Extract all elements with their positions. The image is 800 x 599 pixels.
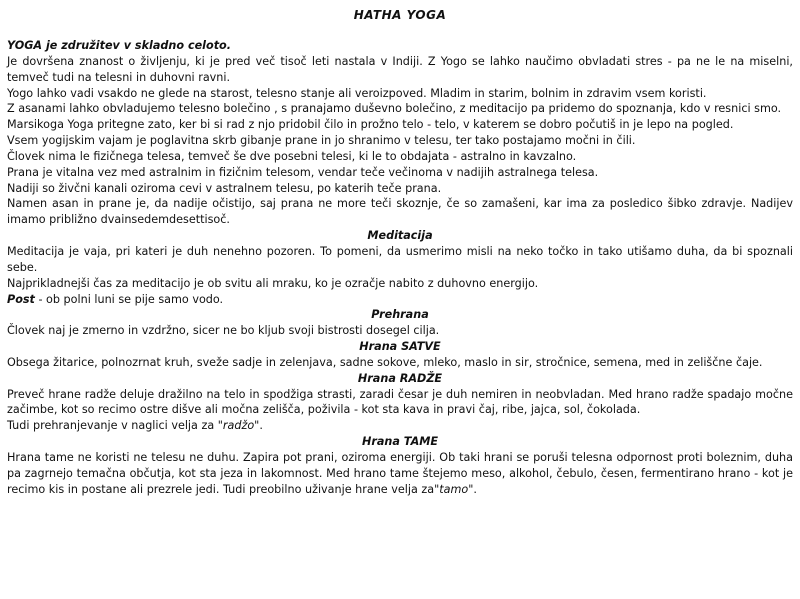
fast-text: - ob polni luni se pije samo vodo. [34,292,224,306]
fast-label: Post [7,292,35,306]
intro-paragraph: Človek nima le fizičnega telesa, temveč še dve posebni telesi, ki le to obdajata - astralno in kavzalno. [7,149,577,163]
meditation-heading: Meditacija [367,229,433,243]
tame-paragraph-text: Hrana tame ne koristi ne telesu ne duhu. Zapira pot prani, oziroma energiji. Ob taki hrani se poruši telesna odpornost proti boleznim, duha pa zagrnejo temačna občutja, kot sta jeza in lakomnost. Med hrano tame štejemo meso, alkohol, čebulo, česen, fermentirano hrano - kot je recimo kis in postane ali prezrele jedi. Tudi preobilno uživanje hrane velja za [7,450,793,496]
meditation-paragraph: Meditacija je vaja, pri kateri je duh nenehno pozoren. To pomeni, da usmerimo misli na neko točko in tako utišamo duha, da bi spoznali sebe. [7,244,793,274]
document-body [7,38,793,497]
tame-paragraph [7,450,793,498]
intro-paragraph: Namen asan in prane je, da nadije očistijo, saj prana ne more teči skoznje, če so zamašeni, kar ima za posledico šibko zdravje. Nadijev imamo približno dvainsedemdesettisoč. [7,197,793,227]
radze-heading: Hrana RADŽE [357,371,443,385]
intro-paragraph: Marsikoga Yoga pritegne zato, ker bi si rad z njo pridobil čilo in prožno telo - telo, v katerem se dobro počutiš in je lepo na pogled. [7,118,734,132]
nutrition-heading: Prehrana [371,308,429,322]
tame-heading: Hrana TAME [361,435,439,449]
page-title: HATHA YOGA [353,8,447,22]
radze-closing-suffix: . [259,419,263,433]
tame-term: "tamo" [434,482,474,496]
satve-heading: Hrana SATVE [359,340,441,354]
radze-paragraph: Preveč hrane radže deluje dražilno na telo in spodžiga strasti, zaradi česar je duh nemiren in neobvladan. Med hrano radže spadajo močne začimbe, kot so recimo ostre dišve ali močna zelišča, poživila - kot sta kava in pravi čaj, ribe, jajca, sol, čokolada. [7,387,793,417]
nutrition-paragraph: Človek naj je zmerno in vzdržno, sicer ne bo kljub svoji bistrosti dosegel cilja. [7,324,440,338]
meditation-paragraph: Najprikladnejši čas za meditacijo je ob svitu ali mraku, ko je ozračje nabito z duhovno energijo. [7,276,539,290]
intro-paragraph: Z asanami lahko obvladujemo telesno bolečino , s pranajamo duševno bolečino, z meditacijo pa pridemo do spoznanja, kdo v resnici smo. [7,102,782,116]
fast-paragraph [7,292,793,308]
radze-closing [7,418,793,434]
tame-suffix: . [473,482,477,496]
radze-term: "radžo" [217,419,260,433]
intro-paragraph: Nadiji so živčni kanali oziroma cevi v astralnem telesu, po katerih teče prana. [7,181,442,195]
intro-heading: YOGA je združitev v skladno celoto. [7,39,231,52]
intro-paragraph: Vsem yogijskim vajam je poglavitna skrb gibanje prane in jo shranimo v telesu, ter tako postajamo močni in čili. [7,134,636,148]
intro-paragraph: Je dovršena znanost o življenju, ki je pred več tisoč leti nastala v Indiji. Z Yogo se lahko naučimo obvladati stres - pa ne le na miselni, temveč tudi na telesni in duhovni ravni. [7,54,793,84]
satve-paragraph: Obsega žitarice, polnozrnat kruh, sveže sadje in zelenjava, sadne sokove, mleko, maslo in sir, stročnice, semena, med in zeliščne čaje. [7,355,763,369]
intro-paragraph: Prana je vitalna vez med astralnim in fizičnim telesom, vendar teče večinoma v nadijih astralnega telesa. [7,165,599,179]
intro-paragraph: Yogo lahko vadi vsakdo ne glede na starost, telesno stanje ali veroizpoved. Mladim in starim, bolnim in zdravim vsem koristi. [7,86,707,100]
radze-closing-prefix: Tudi prehranjevanje v naglici velja za [7,419,218,433]
